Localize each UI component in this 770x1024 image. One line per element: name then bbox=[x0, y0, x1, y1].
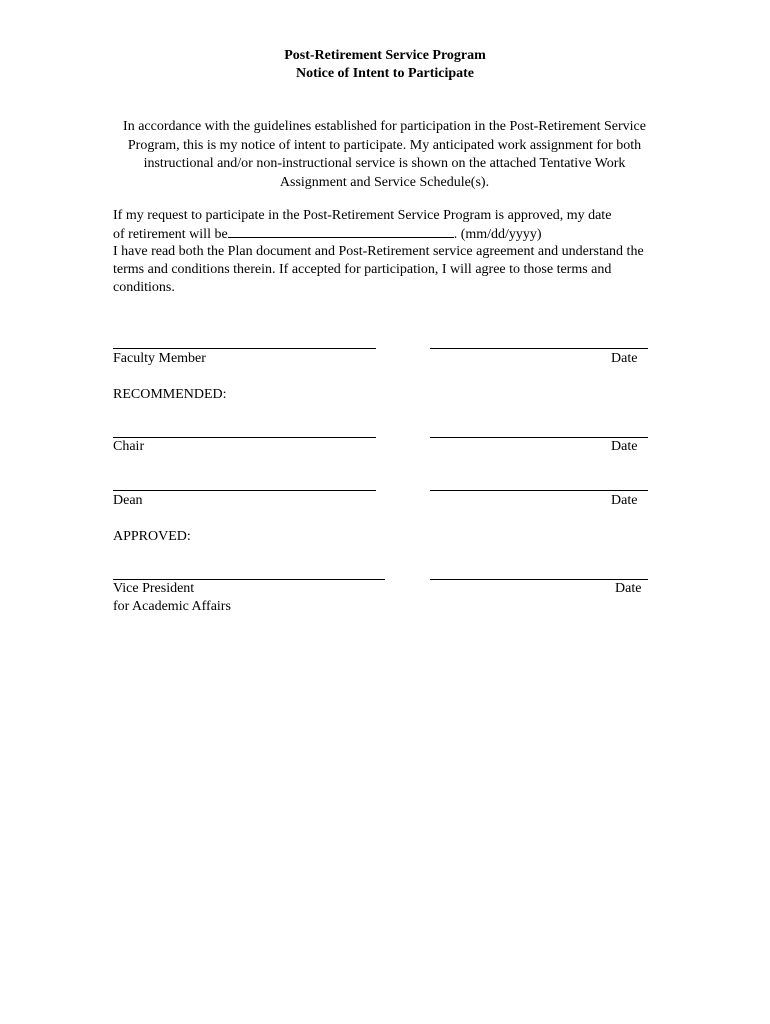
dean-label: Dean bbox=[113, 493, 143, 508]
request-prefix: of retirement will be bbox=[113, 227, 228, 242]
faculty-signature-line[interactable] bbox=[113, 348, 376, 349]
chair-date-label: Date bbox=[611, 439, 638, 454]
vp-label-line-2: for Academic Affairs bbox=[113, 599, 231, 614]
retirement-date-field[interactable] bbox=[228, 225, 454, 238]
chair-signature-line[interactable] bbox=[113, 437, 376, 438]
vp-label-line-1: Vice President bbox=[113, 581, 195, 596]
document-subtitle: Notice of Intent to Participate bbox=[295, 66, 475, 81]
dean-signature-line[interactable] bbox=[113, 490, 376, 491]
request-suffix: . (mm/dd/yyyy) bbox=[453, 227, 542, 242]
document-title: Post-Retirement Service Program bbox=[284, 48, 486, 63]
agreement-paragraph: I have read both the Plan document and Post-Retirement service agreement and understand the terms and conditions therein. If accepted for participation, I will agree to those terms and conditions. bbox=[113, 244, 644, 295]
request-line-1: If my request to participate in the Post-Retirement Service Program is approved, my date bbox=[113, 208, 612, 223]
approved-heading: APPROVED: bbox=[113, 529, 191, 544]
dean-date-label: Date bbox=[611, 493, 638, 508]
faculty-date-line[interactable] bbox=[430, 348, 648, 349]
chair-label: Chair bbox=[113, 439, 145, 454]
intro-paragraph: In accordance with the guidelines established for participation in the Post-Retirement Service Program, this is my notice of intent to participate. My anticipated work assignment for both instructional and/or non-instructional service is shown on the attached Tentative Work Assignment and Service Schedule(s). bbox=[123, 119, 646, 190]
faculty-member-label: Faculty Member bbox=[113, 351, 206, 366]
recommended-heading: RECOMMENDED: bbox=[113, 387, 227, 402]
retirement-date-paragraph bbox=[113, 207, 661, 244]
dean-date-line[interactable] bbox=[430, 490, 648, 491]
faculty-date-label: Date bbox=[611, 351, 638, 366]
vp-date-label: Date bbox=[615, 581, 642, 596]
